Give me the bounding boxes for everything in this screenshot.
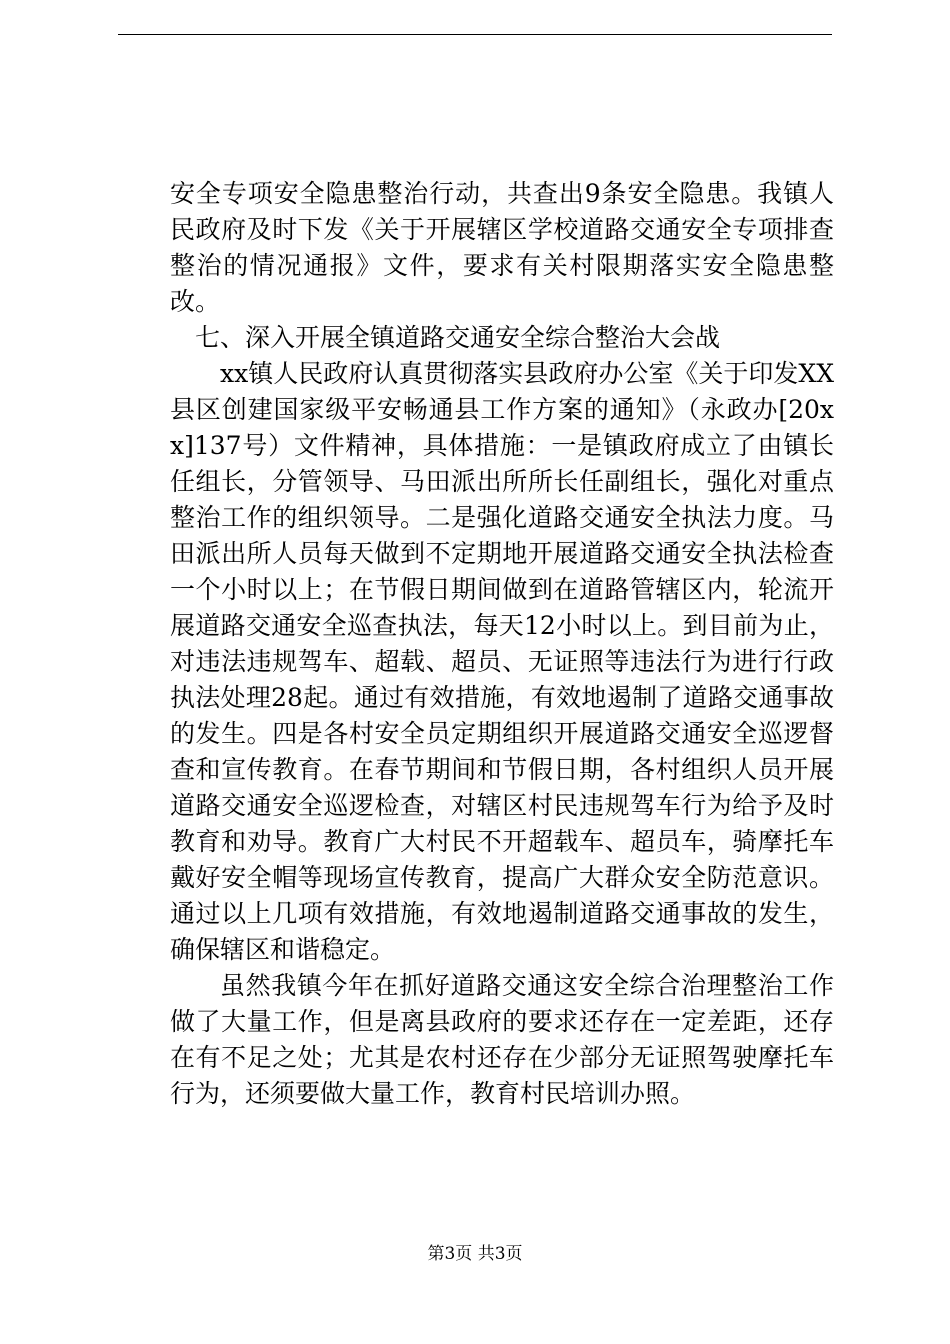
paragraph-measures: xx镇人民政府认真贯彻落实县政府办公室《关于印发XX县区创建国家级平安畅通县工作方案的通知》（永政办[20xx]137号）文件精神，具体措施：一是镇政府成立了由镇长任组长，分管领导、马田派出所所长任副组长，强化对重点整治工作的组织领导。二是强化道路交通安全执法力度。马田派出所人员每天做到不定期地开展道路交通安全执法检查一个小时以上；在节假日期间做到在道路管辖区内，轮流开展道路交通安全巡查执法，每天12小时以上。到目前为止，对违法违规驾车、超载、超员、无证照等违法行为进行行政执法处理28起。通过有效措施，有效地遏制了道路交通事故的发生。四是各村安全员定期组织开展道路交通安全巡逻督查和宣传教育。在春节期间和节假日期，各村组织人员开展道路交通安全巡逻检查，对辖区村民违规驾车行为给予及时教育和劝导。教育广大村民不开超载车、超员车，骑摩托车戴好安全帽等现场宣传教育，提高广大群众安全防范意识。通过以上几项有效措施，有效地遏制道路交通事故的发生，确保辖区和谐稳定。: [170, 359, 834, 964]
paragraph-continued: 安全专项安全隐患整治行动，共查出9条安全隐患。我镇人民政府及时下发《关于开展辖区学校道路交通安全专项排查整治的情况通报》文件，要求有关村限期落实安全隐患整改。: [170, 179, 834, 316]
section-heading: 七、深入开展全镇道路交通安全综合整治大会战: [195, 323, 721, 352]
paragraph-shortcomings: 虽然我镇今年在抓好道路交通这安全综合治理整治工作做了大量工作，但是离县政府的要求还存在一定差距，还存在有不足之处；尤其是农村还存在少部分无证照驾驶摩托车行为，还须要做大量工作，教育村民培训办照。: [170, 971, 834, 1108]
header-rule: [118, 34, 832, 35]
page-footer: 第3页 共3页: [427, 1244, 523, 1264]
document-body: [170, 176, 834, 1112]
